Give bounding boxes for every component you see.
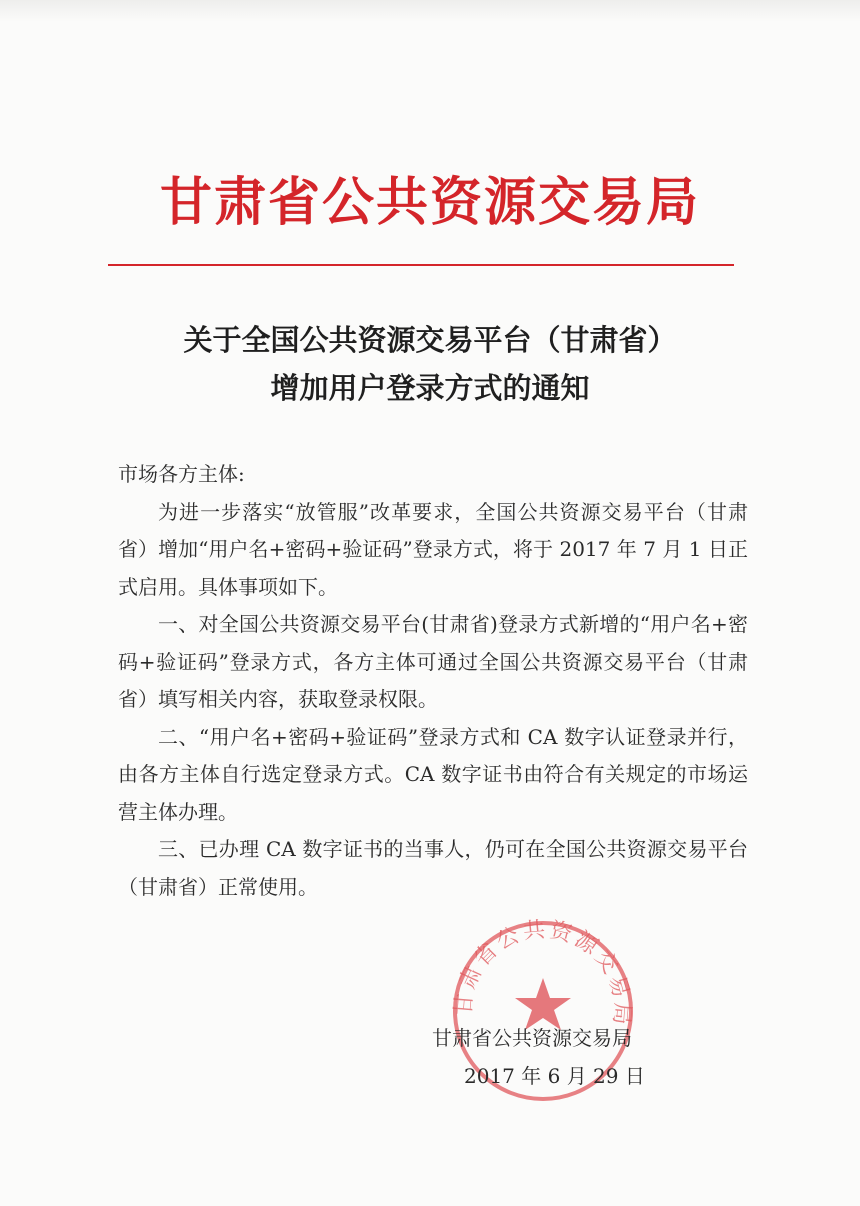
body-paragraph-item-1: 一、对全国公共资源交易平台(甘肃省)登录方式新增的“用户名+密码+验证码”登录方式，各方主体可通过全国公共资源交易平台（甘肃省）填写相关内容，获取登录权限。 — [118, 612, 748, 711]
document-title-line-2: 增加用户登录方式的通知 — [270, 371, 590, 405]
body-paragraph-item-2: 二、“用户名+密码+验证码”登录方式和 CA 数字认证登录并行，由各方主体自行选定登录方式。CA 数字证书由符合有关规定的市场运营主体办理。 — [118, 724, 748, 824]
document-body — [118, 456, 748, 906]
signature-date: 2017 年 6 月 29 日 — [464, 1064, 645, 1088]
letterhead-red-rule — [108, 264, 734, 266]
salutation: 市场各方主体: — [118, 462, 245, 486]
body-paragraph-intro: 为进一步落实“放管服”改革要求，全国公共资源交易平台（甘肃省）增加“用户名+密码+验证码”登录方式，将于 2017 年 7 月 1 日正式启用。具体事项如下。 — [118, 499, 748, 599]
signature-organization: 甘肃省公共资源交易局 — [432, 1026, 632, 1050]
body-paragraph-item-3: 三、已办理 CA 数字证书的当事人，仍可在全国公共资源交易平台（甘肃省）正常使用。 — [118, 837, 748, 899]
scan-edge — [0, 0, 860, 22]
seal-text: 甘肃省公共资源交易局 — [451, 917, 635, 1029]
agency-letterhead: 甘肃省公共资源交易局 — [159, 172, 700, 233]
document-title-line-1: 关于全国公共资源交易平台（甘肃省） — [183, 323, 677, 357]
